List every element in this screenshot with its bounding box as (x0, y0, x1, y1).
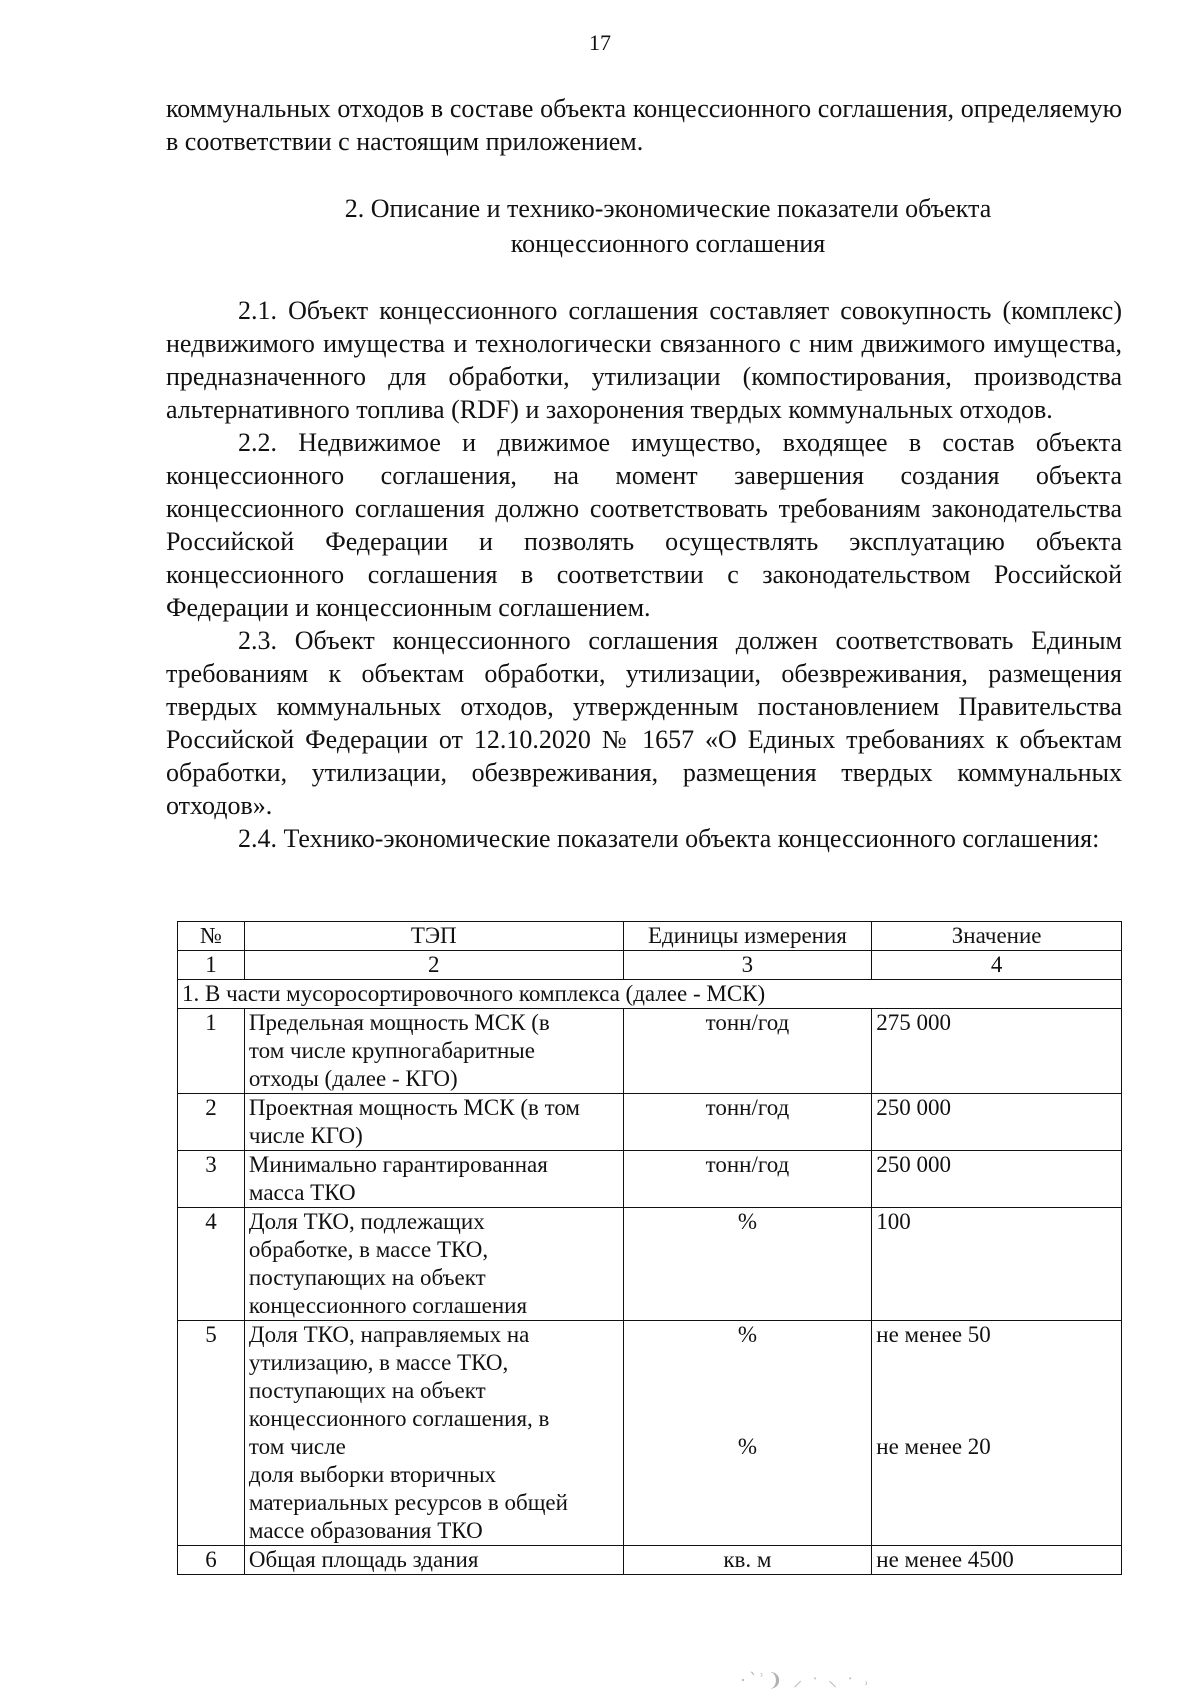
row-tep-line: утилизацию, в массе ТКО, (248, 1350, 509, 1375)
row-tep-line: концессионного соглашения, в (248, 1406, 550, 1431)
section-heading-line-1: 2. Описание и технико-экономические показатели объекта (344, 194, 992, 223)
row-tep-line: обработке, в массе ТКО, (248, 1237, 489, 1262)
row-value-line: не менее 4500 (876, 1547, 1014, 1572)
row-unit (623, 1321, 872, 1546)
table-row (178, 1546, 1122, 1575)
row-unit-line (628, 1349, 868, 1377)
table-row (178, 1009, 1122, 1094)
col-number-3: 3 (623, 951, 872, 980)
row-tep-line: доля выборки вторичных (248, 1462, 497, 1487)
row-value-line (876, 1377, 1117, 1405)
row-unit (623, 1009, 872, 1094)
table-row (178, 1208, 1122, 1321)
row-tep-line: Доля ТКО, направляемых на (248, 1322, 530, 1347)
row-tep (244, 1094, 623, 1151)
row-tep (244, 1321, 623, 1546)
row-unit-line: % (737, 1434, 757, 1459)
row-value (872, 1321, 1122, 1546)
row-number: 1 (178, 1009, 245, 1094)
row-value-line: 100 (876, 1209, 911, 1234)
row-number: 4 (178, 1208, 245, 1321)
row-tep-line: массе образования ТКО (248, 1518, 483, 1543)
row-tep (244, 1208, 623, 1321)
row-unit (623, 1208, 872, 1321)
header-number: № (178, 922, 245, 951)
table-section-row (178, 980, 1122, 1009)
table-row (178, 1321, 1122, 1546)
paragraph-2-3: 2.3. Объект концессионного соглашения должен соответствовать Единым требованиям к объектам обработки, утилизации, обезвреживания, размещения твердых коммунальных отходов, утвержденным постановлением Правительства Российской Федерации от 12.10.2020 № 1657 «О Единых требованиях к объектам обработки, утилизации, обезвреживания, размещения твердых коммунальных отходов». (166, 626, 1122, 820)
row-value-line: 250 000 (876, 1095, 952, 1120)
row-tep (244, 1151, 623, 1208)
row-unit (623, 1546, 872, 1575)
row-number: 3 (178, 1151, 245, 1208)
row-value-line (876, 1405, 1117, 1433)
row-value-line: 250 000 (876, 1152, 952, 1177)
row-unit-line: кв. м (723, 1547, 772, 1572)
section-heading-line-2: концессионного соглашения (510, 229, 826, 258)
row-value (872, 1208, 1122, 1321)
header-unit: Единицы измерения (623, 922, 872, 951)
page-number: 17 (589, 30, 611, 55)
section-heading (166, 191, 1122, 261)
row-value-line: не менее 20 (876, 1434, 991, 1459)
row-number: 6 (178, 1546, 245, 1575)
row-unit-line: тонн/год (705, 1095, 790, 1120)
paragraph-2-2: 2.2. Недвижимое и движимое имущество, входящее в состав объекта концессионного соглашения, на момент завершения создания объекта концессионного соглашения должно соответствовать требованиям законодательства Российской Федерации и позволять осуществлять эксплуатацию объекта концессионного соглашения в соответствии с законодательством Российской Федерации и концессионным соглашением. (166, 428, 1122, 622)
row-unit (623, 1094, 872, 1151)
row-unit-line: тонн/год (705, 1152, 790, 1177)
row-tep-line: материальных ресурсов в общей (248, 1490, 568, 1515)
row-value-line: не менее 50 (876, 1322, 991, 1347)
row-tep-line: том числе крупногабаритные (248, 1038, 535, 1063)
row-tep-line: Предельная мощность МСК (в (248, 1010, 550, 1035)
intro-paragraph: коммунальных отходов в составе объекта концессионного соглашения, определяемую в соответствии с настоящим приложением. (166, 94, 1122, 156)
col-number-4: 4 (872, 951, 1122, 980)
row-tep-line: масса ТКО (248, 1180, 356, 1205)
row-unit-line: % (737, 1322, 757, 1347)
row-value-line (876, 1349, 1117, 1377)
row-number: 5 (178, 1321, 245, 1546)
row-unit (623, 1151, 872, 1208)
row-tep (244, 1546, 623, 1575)
row-tep (244, 1009, 623, 1094)
row-value (872, 1094, 1122, 1151)
table-header-row (178, 922, 1122, 951)
row-value (872, 1009, 1122, 1094)
header-tep: ТЭП (244, 922, 623, 951)
table-column-numbers-row (178, 951, 1122, 980)
handwritten-mark: ·՝ʾ❩ ⸝ ˑ ⸜ ˑ ˒ (740, 1670, 873, 1690)
row-tep-line: том числе (248, 1434, 346, 1459)
row-tep-line: отходы (далее - КГО) (248, 1066, 458, 1091)
document-body (166, 92, 1122, 855)
paragraph-2-4: 2.4. Технико-экономические показатели объекта концессионного соглашения: (238, 824, 1100, 853)
row-value (872, 1546, 1122, 1575)
header-value: Значение (872, 922, 1122, 951)
row-value (872, 1151, 1122, 1208)
table-row (178, 1094, 1122, 1151)
row-tep-line: Доля ТКО, подлежащих (248, 1209, 485, 1234)
row-tep-line: поступающих на объект (248, 1265, 486, 1290)
row-tep-line: Общая площадь здания (248, 1547, 479, 1572)
tep-table (177, 921, 1122, 1575)
row-unit-line (628, 1377, 868, 1405)
row-value-line: 275 000 (876, 1010, 952, 1035)
row-tep-line: поступающих на объект (248, 1378, 486, 1403)
section-title: 1. В части мусоросортировочного комплекса (далее - МСК) (178, 980, 1122, 1009)
row-unit-line: % (737, 1209, 757, 1234)
row-tep-line: Проектная мощность МСК (в том (248, 1095, 580, 1120)
row-unit-line: тонн/год (705, 1010, 790, 1035)
col-number-2: 2 (244, 951, 623, 980)
row-unit-line (628, 1405, 868, 1433)
row-number: 2 (178, 1094, 245, 1151)
row-tep-line: концессионного соглашения (248, 1293, 528, 1318)
row-tep-line: числе КГО) (248, 1123, 363, 1148)
row-tep-line: Минимально гарантированная (248, 1152, 548, 1177)
col-number-1: 1 (178, 951, 245, 980)
paragraph-2-1: 2.1. Объект концессионного соглашения составляет совокупность (комплекс) недвижимого имущества и технологически связанного с ним движимого имущества, предназначенного для обработки, утилизации (компостирования, производства альтернативного топлива (RDF) и захоронения твердых коммунальных отходов. (166, 296, 1122, 424)
table-row (178, 1151, 1122, 1208)
